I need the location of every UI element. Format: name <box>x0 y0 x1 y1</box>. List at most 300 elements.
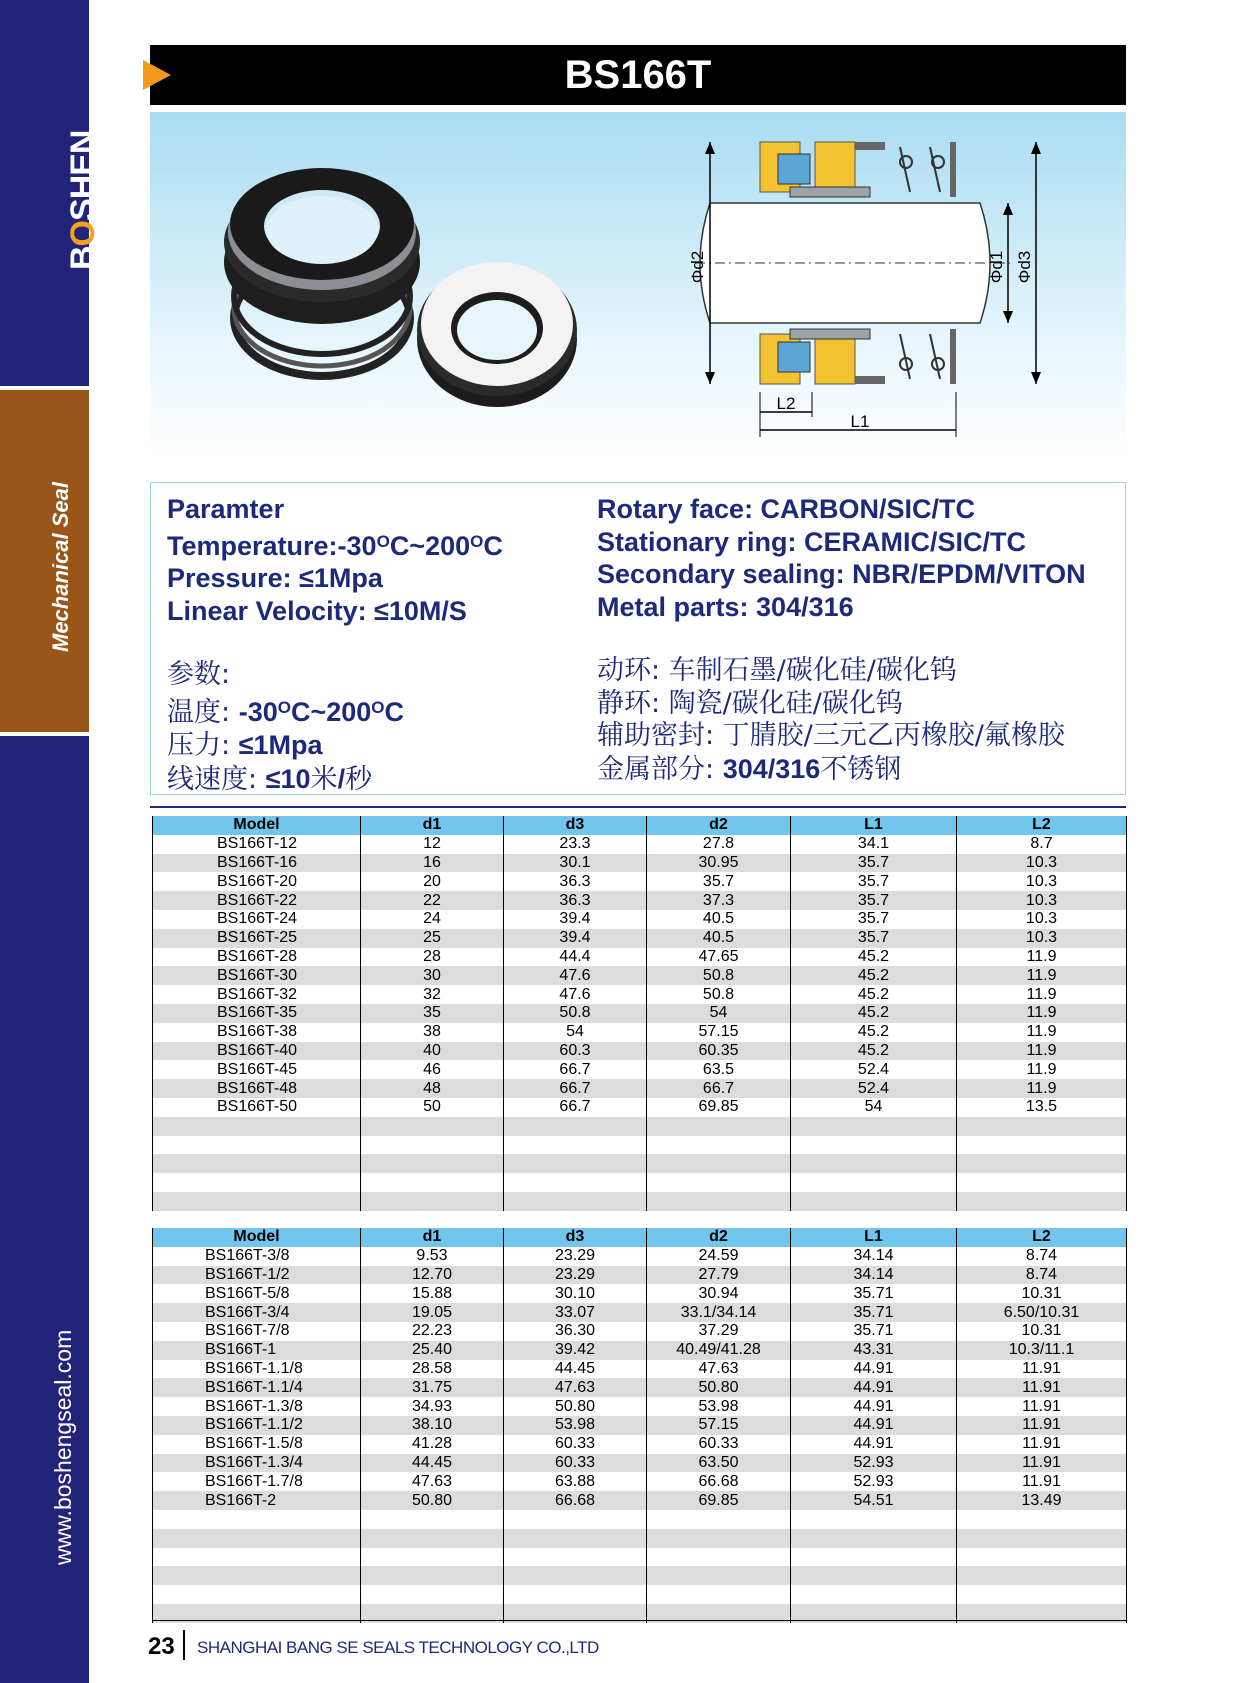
table-row <box>153 1454 1127 1473</box>
table-row <box>153 1060 1127 1079</box>
category-label: Mechanical Seal <box>48 482 73 652</box>
table-cell: 50.80 <box>504 1397 647 1416</box>
table-cell <box>647 1173 791 1192</box>
column-header: Model <box>153 816 361 835</box>
label-d2: Φd2 <box>688 250 707 284</box>
table-cell: 8.7 <box>957 835 1127 854</box>
table-row <box>153 1360 1127 1379</box>
table-cell: BS166T-1.7/8 <box>153 1472 361 1491</box>
table-cell <box>153 1136 361 1155</box>
table-cell: 23.29 <box>504 1266 647 1285</box>
table-row <box>153 948 1127 967</box>
table-cell: 10.31 <box>957 1322 1127 1341</box>
table-cell: 34.1 <box>791 835 957 854</box>
table-cell: 11.9 <box>957 1042 1127 1061</box>
table-cell <box>361 1585 504 1604</box>
table-row <box>153 1079 1127 1098</box>
table-header-row <box>153 816 1127 835</box>
table-cell: 40 <box>361 1042 504 1061</box>
table-cell: 44.91 <box>791 1435 957 1454</box>
param-velocity: Linear Velocity: ≤10M/S <box>167 595 467 626</box>
table-cell: 60.35 <box>647 1042 791 1061</box>
metric-size-table <box>152 816 1127 1211</box>
table-cell: 10.3 <box>957 872 1127 891</box>
table-cell: BS166T-5/8 <box>153 1284 361 1303</box>
website-link[interactable]: www.boshengseal.com <box>50 1329 76 1565</box>
table-row <box>153 1491 1127 1510</box>
table-cell <box>957 1136 1127 1155</box>
table-cell: BS166T-48 <box>153 1079 361 1098</box>
column-header: L2 <box>957 816 1127 835</box>
param-rotary-cn: 动环: 车制石墨/碳化硅/碳化钨 <box>597 655 957 686</box>
table-cell: 33.07 <box>504 1303 647 1322</box>
table-cell: 11.9 <box>957 1079 1127 1098</box>
table-cell: 60.33 <box>504 1435 647 1454</box>
table-row <box>153 891 1127 910</box>
table-cell <box>361 1173 504 1192</box>
table-cell: BS166T-7/8 <box>153 1322 361 1341</box>
column-header: L2 <box>957 1228 1127 1247</box>
table-cell <box>153 1117 361 1136</box>
product-photo-and-diagram <box>150 112 1126 457</box>
table-cell <box>361 1566 504 1585</box>
table-cell: 39.42 <box>504 1341 647 1360</box>
table-cell: BS166T-24 <box>153 910 361 929</box>
table-cell: 54 <box>647 1004 791 1023</box>
table-cell <box>361 1192 504 1211</box>
inch-table-body <box>153 1247 1127 1623</box>
table-cell: 10.31 <box>957 1284 1127 1303</box>
table-cell: 22.23 <box>361 1322 504 1341</box>
table-cell: 52.4 <box>791 1060 957 1079</box>
table-cell: 50.8 <box>647 966 791 985</box>
table-cell: 57.15 <box>647 1023 791 1042</box>
table-cell <box>957 1154 1127 1173</box>
table-cell: 44.4 <box>504 948 647 967</box>
table-cell: 50.80 <box>361 1491 504 1510</box>
table-row <box>153 1154 1127 1173</box>
table-cell: BS166T-2 <box>153 1491 361 1510</box>
table-cell <box>791 1192 957 1211</box>
table-cell <box>153 1154 361 1173</box>
table-cell: 38 <box>361 1023 504 1042</box>
table-cell: 60.33 <box>504 1454 647 1473</box>
table-cell <box>504 1548 647 1567</box>
table-cell: 47.65 <box>647 948 791 967</box>
table-cell: 34.14 <box>791 1266 957 1285</box>
table-cell <box>504 1585 647 1604</box>
table-cell <box>153 1566 361 1585</box>
table-row <box>153 1397 1127 1416</box>
table-cell <box>153 1192 361 1211</box>
table-cell <box>791 1566 957 1585</box>
table-cell <box>153 1173 361 1192</box>
table-row <box>153 966 1127 985</box>
table-cell: 45.2 <box>791 966 957 985</box>
table-cell: 10.3/11.1 <box>957 1341 1127 1360</box>
table-cell: BS166T-30 <box>153 966 361 985</box>
table-cell: 37.29 <box>647 1322 791 1341</box>
table-row <box>153 1192 1127 1211</box>
table-cell: 50.80 <box>647 1378 791 1397</box>
page-title: BS166T <box>150 45 1126 105</box>
table-row <box>153 1378 1127 1397</box>
table-cell <box>647 1529 791 1548</box>
table-row <box>153 1510 1127 1529</box>
param-heading-cn: 参数: <box>167 659 231 690</box>
table-cell <box>791 1136 957 1155</box>
param-pressure: Pressure: ≤1Mpa <box>167 563 383 593</box>
table-cell: 54 <box>504 1023 647 1042</box>
table-cell: 11.91 <box>957 1472 1127 1491</box>
table-cell: 45.2 <box>791 948 957 967</box>
table-row <box>153 929 1127 948</box>
table-cell: 11.9 <box>957 1023 1127 1042</box>
column-header: d3 <box>504 1228 647 1247</box>
table-cell: 50.8 <box>504 1004 647 1023</box>
table-cell: 35.7 <box>791 872 957 891</box>
table-bottom-border <box>152 1620 1126 1621</box>
parameter-box <box>150 482 1126 795</box>
table-cell: 6.50/10.31 <box>957 1303 1127 1322</box>
table-row <box>153 1303 1127 1322</box>
params-right-column <box>597 493 1086 786</box>
table-header-row <box>153 1228 1127 1247</box>
table-cell: 63.5 <box>647 1060 791 1079</box>
table-cell: BS166T-50 <box>153 1098 361 1117</box>
table-cell: 35.71 <box>791 1322 957 1341</box>
table-cell: BS166T-1.1/8 <box>153 1360 361 1379</box>
table-cell <box>361 1154 504 1173</box>
table-cell: 44.45 <box>361 1454 504 1473</box>
param-stationary: Stationary ring: CERAMIC/SIC/TC <box>597 526 1027 557</box>
table-row <box>153 1284 1127 1303</box>
table-cell: 66.7 <box>504 1079 647 1098</box>
table-cell: 44.91 <box>791 1378 957 1397</box>
table-cell: 25 <box>361 929 504 948</box>
table-cell: 15.88 <box>361 1284 504 1303</box>
table-row <box>153 1322 1127 1341</box>
table-cell: 28 <box>361 948 504 967</box>
table-cell <box>504 1136 647 1155</box>
table-cell <box>791 1173 957 1192</box>
footer-divider <box>183 1630 185 1660</box>
table-row <box>153 1173 1127 1192</box>
metric-table-body <box>153 835 1127 1211</box>
table-cell: BS166T-25 <box>153 929 361 948</box>
table-cell: 36.30 <box>504 1322 647 1341</box>
table-cell <box>791 1529 957 1548</box>
table-cell: BS166T-1.3/4 <box>153 1454 361 1473</box>
table-cell: 35.7 <box>791 929 957 948</box>
table-row <box>153 1566 1127 1585</box>
table-cell: 35.7 <box>791 891 957 910</box>
table-cell <box>361 1529 504 1548</box>
table-row <box>153 1136 1127 1155</box>
table-cell: 60.33 <box>647 1435 791 1454</box>
param-metal-cn: 金属部分: 304/316不锈钢 <box>597 753 902 785</box>
table-cell: 11.9 <box>957 985 1127 1004</box>
table-cell <box>791 1510 957 1529</box>
column-header: d2 <box>647 1228 791 1247</box>
table-cell: 10.3 <box>957 854 1127 873</box>
company-name: SHANGHAI BANG SE SEALS TECHNOLOGY CO.,LTD <box>197 1638 599 1657</box>
table-cell <box>504 1529 647 1548</box>
table-cell: 69.85 <box>647 1491 791 1510</box>
table-row <box>153 1098 1127 1117</box>
sidebar-category-band <box>0 386 89 736</box>
table-cell: BS166T-28 <box>153 948 361 967</box>
param-temperature-cn: 温度: $-30^OC\sim 200^OC$ <box>167 696 405 728</box>
table-cell: 23.3 <box>504 835 647 854</box>
brand-logo: BOSHEN <box>64 130 102 270</box>
table-row <box>153 910 1127 929</box>
table-cell <box>957 1548 1127 1567</box>
table-cell: BS166T-1.5/8 <box>153 1435 361 1454</box>
table-cell: 11.91 <box>957 1416 1127 1435</box>
product-illustration <box>150 112 1126 457</box>
table-row <box>153 1548 1127 1567</box>
table-cell: 11.91 <box>957 1454 1127 1473</box>
seat-photo <box>417 262 577 407</box>
table-cell: 66.7 <box>647 1079 791 1098</box>
table-cell: 45.2 <box>791 1023 957 1042</box>
table-cell: 50 <box>361 1098 504 1117</box>
table-cell: 11.9 <box>957 1004 1127 1023</box>
table-cell <box>957 1510 1127 1529</box>
table-cell <box>957 1529 1127 1548</box>
table-cell: 11.91 <box>957 1360 1127 1379</box>
table-cell: 47.6 <box>504 985 647 1004</box>
column-header: L1 <box>791 1228 957 1247</box>
table-cell: 32 <box>361 985 504 1004</box>
table-cell: BS166T-1.1/4 <box>153 1378 361 1397</box>
table-cell <box>647 1585 791 1604</box>
label-d1: Φd1 <box>987 250 1006 284</box>
table-cell: BS166T-1 <box>153 1341 361 1360</box>
label-L1: L1 <box>850 412 870 431</box>
column-header: d1 <box>361 1228 504 1247</box>
column-header: L1 <box>791 816 957 835</box>
column-header: d3 <box>504 816 647 835</box>
table-cell: 16 <box>361 854 504 873</box>
table-cell: 34.14 <box>791 1247 957 1266</box>
table-cell: 39.4 <box>504 910 647 929</box>
table-cell: BS166T-20 <box>153 872 361 891</box>
table-cell: 57.15 <box>647 1416 791 1435</box>
table-cell <box>791 1154 957 1173</box>
table-row <box>153 1435 1127 1454</box>
table-row <box>153 1585 1127 1604</box>
table-cell: 19.05 <box>361 1303 504 1322</box>
table-cell: 30 <box>361 966 504 985</box>
table-cell: 45.2 <box>791 985 957 1004</box>
table-cell <box>647 1154 791 1173</box>
page-number: 23 <box>148 1633 175 1660</box>
table-cell <box>791 1585 957 1604</box>
table-row <box>153 854 1127 873</box>
table-cell: 48 <box>361 1079 504 1098</box>
table-cell: 35.7 <box>791 854 957 873</box>
param-velocity-cn: 线速度: ≤10米/秒 <box>167 763 373 795</box>
table-cell <box>504 1192 647 1211</box>
table-cell: 45.2 <box>791 1042 957 1061</box>
section-divider <box>150 806 1126 808</box>
table-cell <box>791 1117 957 1136</box>
table-row <box>153 1004 1127 1023</box>
table-cell: 36.3 <box>504 872 647 891</box>
table-cell: 10.3 <box>957 929 1127 948</box>
table-cell: BS166T-40 <box>153 1042 361 1061</box>
table-cell: 30.1 <box>504 854 647 873</box>
table-cell <box>957 1173 1127 1192</box>
table-cell: 22 <box>361 891 504 910</box>
column-header: d2 <box>647 816 791 835</box>
table-cell: 12 <box>361 835 504 854</box>
table-cell: 47.63 <box>647 1360 791 1379</box>
table-cell: 13.49 <box>957 1491 1127 1510</box>
table-cell: 39.4 <box>504 929 647 948</box>
params-left-column <box>167 493 503 796</box>
table-cell <box>957 1585 1127 1604</box>
table-cell: BS166T-16 <box>153 854 361 873</box>
table-cell: 35 <box>361 1004 504 1023</box>
table-cell <box>791 1548 957 1567</box>
column-header: d1 <box>361 816 504 835</box>
table-cell: 11.91 <box>957 1378 1127 1397</box>
table-cell <box>361 1548 504 1567</box>
table-cell: 20 <box>361 872 504 891</box>
table-cell: BS166T-1/2 <box>153 1266 361 1285</box>
table-cell: BS166T-38 <box>153 1023 361 1042</box>
table-cell: 40.5 <box>647 910 791 929</box>
label-L2: L2 <box>776 394 796 413</box>
table-cell: 12.70 <box>361 1266 504 1285</box>
table-cell: BS166T-32 <box>153 985 361 1004</box>
table-cell: 35.71 <box>791 1284 957 1303</box>
table-row <box>153 1117 1127 1136</box>
table-cell: BS166T-1.1/2 <box>153 1416 361 1435</box>
table-cell: 40.49/41.28 <box>647 1341 791 1360</box>
table-cell: BS166T-35 <box>153 1004 361 1023</box>
table-cell: 37.3 <box>647 891 791 910</box>
table-cell <box>504 1173 647 1192</box>
table-cell: 50.8 <box>647 985 791 1004</box>
table-cell: 36.3 <box>504 891 647 910</box>
table-cell: 69.85 <box>647 1098 791 1117</box>
table-cell: 47.6 <box>504 966 647 985</box>
table-cell <box>153 1529 361 1548</box>
table-cell <box>647 1117 791 1136</box>
table-cell: 45.2 <box>791 1004 957 1023</box>
param-stationary-cn: 静环: 陶瓷/碳化硅/碳化钨 <box>597 687 903 719</box>
table-cell: 44.91 <box>791 1360 957 1379</box>
table-cell: 11.91 <box>957 1435 1127 1454</box>
table-cell: 53.98 <box>504 1416 647 1435</box>
table-cell <box>361 1117 504 1136</box>
table-row <box>153 1472 1127 1491</box>
table-cell: 11.9 <box>957 1060 1127 1079</box>
table-row <box>153 1416 1127 1435</box>
table-cell: 44.91 <box>791 1397 957 1416</box>
param-pressure-cn: 压力: ≤1Mpa <box>167 730 323 761</box>
table-cell: 52.93 <box>791 1472 957 1491</box>
table-row <box>153 1341 1127 1360</box>
table-cell: 46 <box>361 1060 504 1079</box>
table-cell: 8.74 <box>957 1266 1127 1285</box>
table-cell: BS166T-12 <box>153 835 361 854</box>
table-cell <box>647 1566 791 1585</box>
table-cell: 11.91 <box>957 1397 1127 1416</box>
table-cell: BS166T-22 <box>153 891 361 910</box>
table-cell: 54 <box>791 1098 957 1117</box>
table-cell: 38.10 <box>361 1416 504 1435</box>
table-cell: 60.3 <box>504 1042 647 1061</box>
table-cell: 52.93 <box>791 1454 957 1473</box>
table-cell: 9.53 <box>361 1247 504 1266</box>
table-cell: BS166T-1.3/8 <box>153 1397 361 1416</box>
table-cell <box>153 1585 361 1604</box>
table-cell: 27.8 <box>647 835 791 854</box>
table-cell: 30.95 <box>647 854 791 873</box>
table-cell: 30.94 <box>647 1284 791 1303</box>
table-cell: 66.7 <box>504 1098 647 1117</box>
table-cell: 35.7 <box>791 910 957 929</box>
table-cell: 44.45 <box>504 1360 647 1379</box>
table-cell <box>957 1192 1127 1211</box>
table-cell: 47.63 <box>361 1472 504 1491</box>
table-cell: 28.58 <box>361 1360 504 1379</box>
table-cell <box>153 1548 361 1567</box>
table-cell <box>647 1192 791 1211</box>
table-row <box>153 835 1127 854</box>
table-cell: 66.68 <box>647 1472 791 1491</box>
table-cell: 11.9 <box>957 966 1127 985</box>
table-cell: BS166T-45 <box>153 1060 361 1079</box>
table-cell: 13.5 <box>957 1098 1127 1117</box>
inch-size-table <box>152 1228 1127 1623</box>
table-cell <box>647 1136 791 1155</box>
table-row <box>153 872 1127 891</box>
column-header: Model <box>153 1228 361 1247</box>
table-cell: 24 <box>361 910 504 929</box>
table-row <box>153 1266 1127 1285</box>
table-cell: 10.3 <box>957 891 1127 910</box>
table-cell: 41.28 <box>361 1435 504 1454</box>
table-cell: 30.10 <box>504 1284 647 1303</box>
title-arrow-icon <box>143 60 171 90</box>
table-cell: 34.93 <box>361 1397 504 1416</box>
table-cell: 8.74 <box>957 1247 1127 1266</box>
param-temperature: $Temperature:-30^OC\sim 200^OC$ <box>167 530 503 561</box>
param-secondary-cn: 辅助密封: 丁腈胶/三元乙丙橡胶/氟橡胶 <box>597 720 1065 751</box>
table-cell: 35.7 <box>647 872 791 891</box>
table-cell <box>504 1566 647 1585</box>
table-row <box>153 1247 1127 1266</box>
param-secondary: Secondary sealing: NBR/EPDM/VITON <box>597 559 1086 589</box>
table-row <box>153 985 1127 1004</box>
table-cell <box>504 1510 647 1529</box>
table-cell <box>361 1510 504 1529</box>
param-rotary: Rotary face: CARBON/SIC/TC <box>597 494 976 524</box>
table-row <box>153 1042 1127 1061</box>
table-cell: 11.9 <box>957 948 1127 967</box>
table-cell: 25.40 <box>361 1341 504 1360</box>
table-cell: 31.75 <box>361 1378 504 1397</box>
table-row <box>153 1023 1127 1042</box>
table-cell <box>957 1566 1127 1585</box>
table-cell <box>957 1117 1127 1136</box>
